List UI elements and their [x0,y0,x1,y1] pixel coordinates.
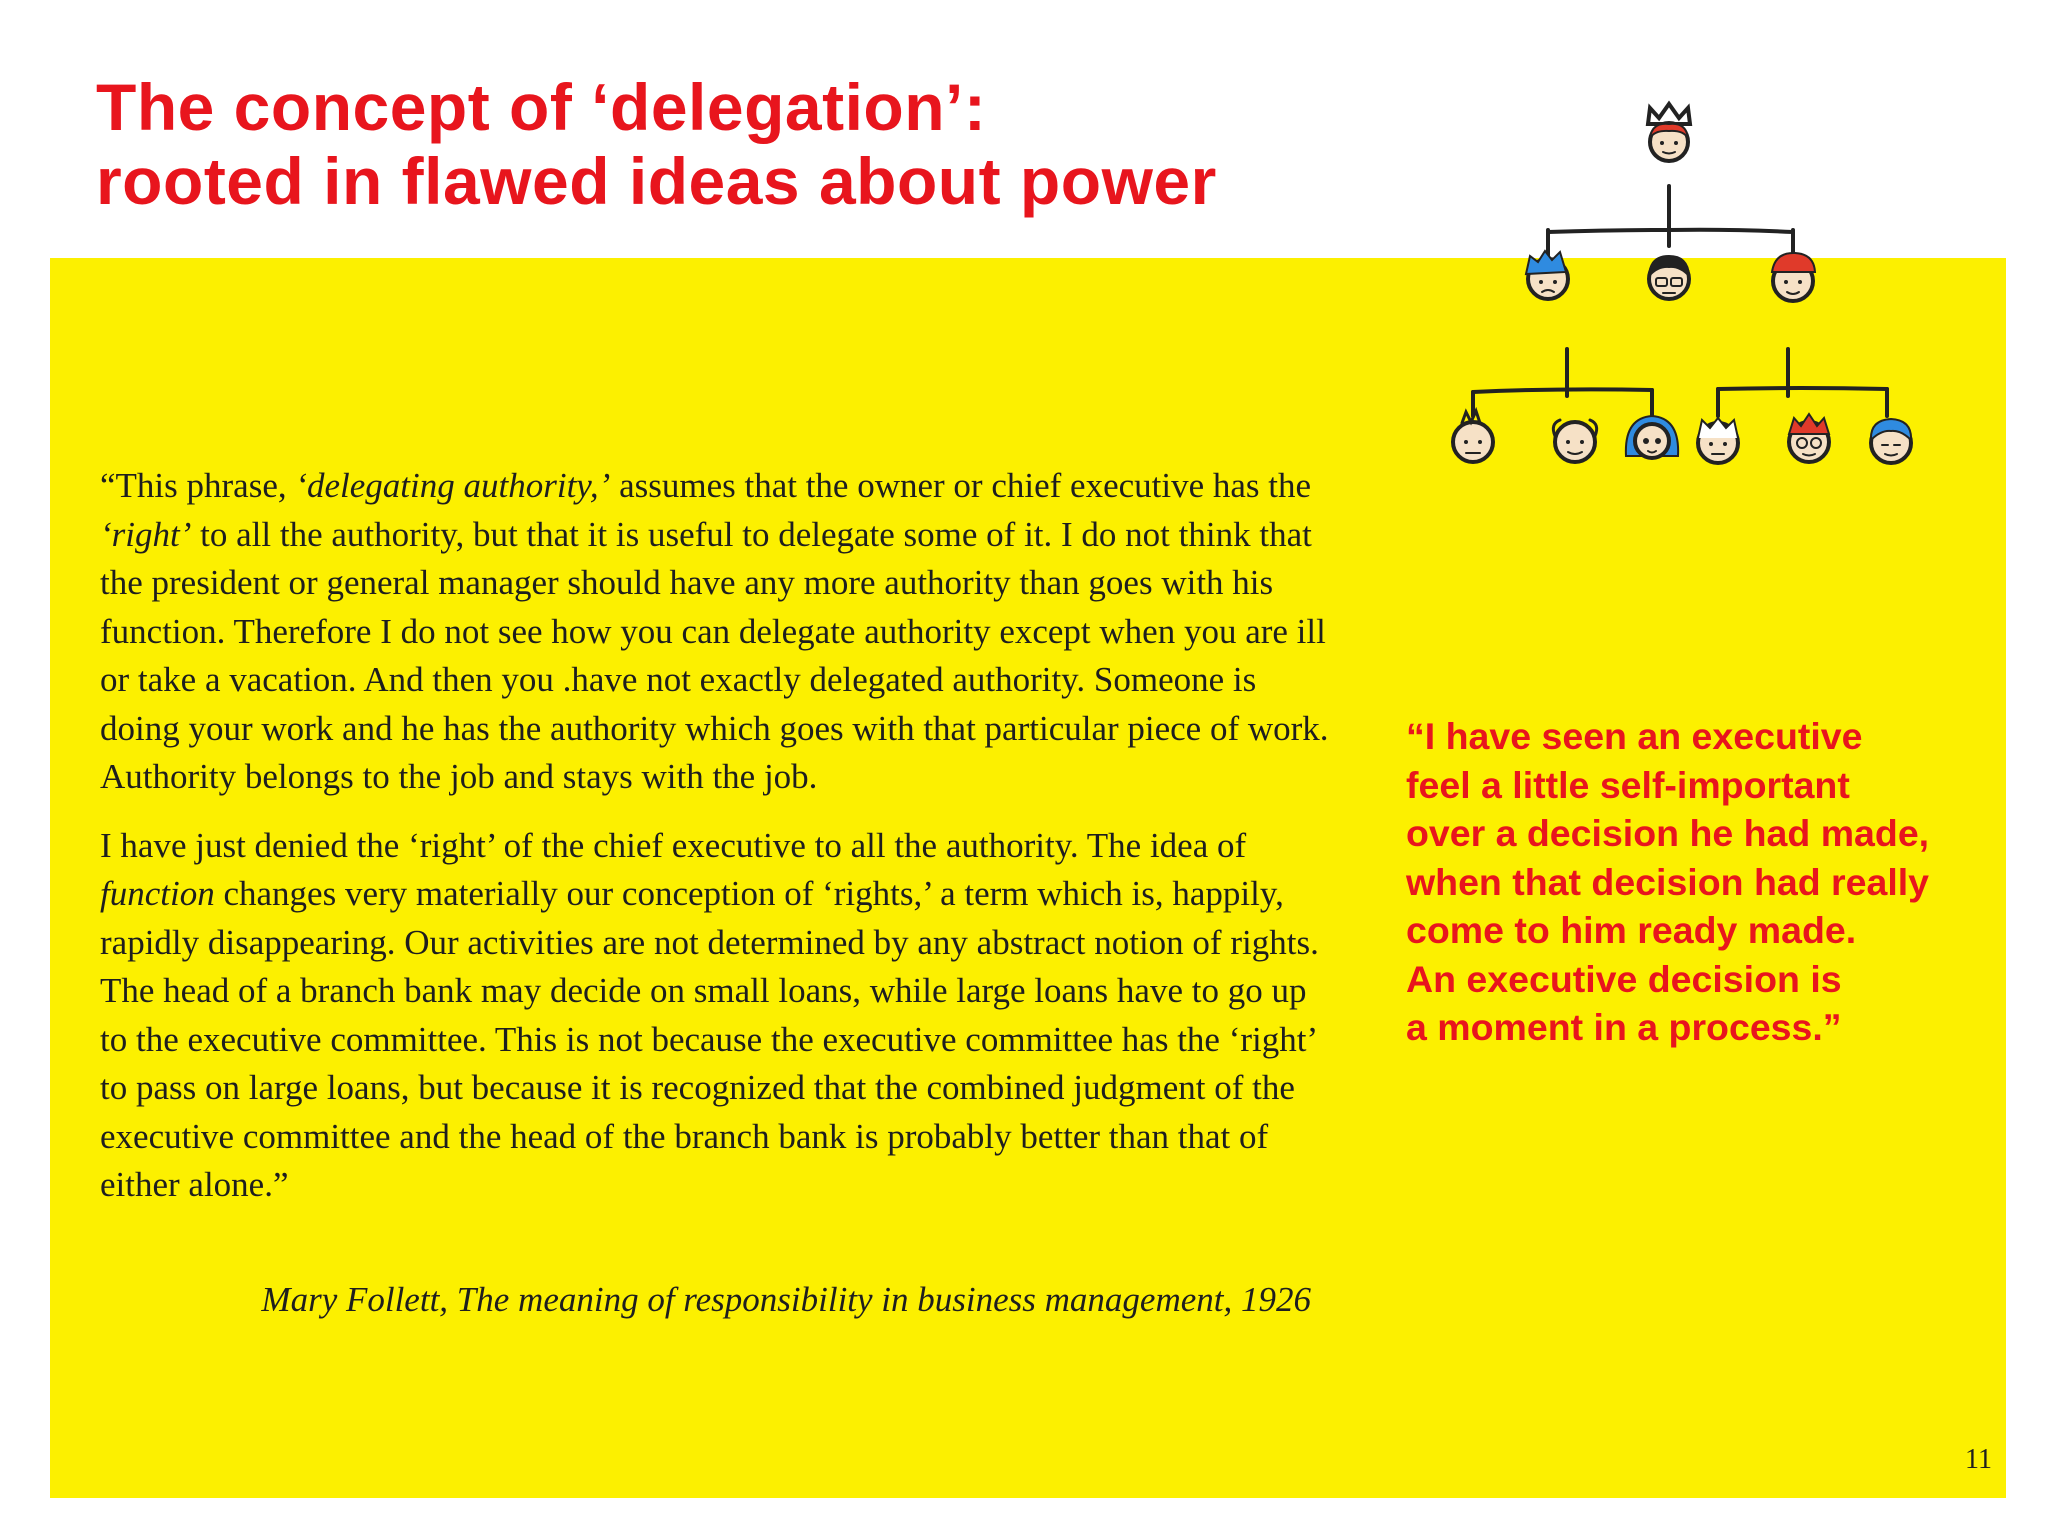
pull-quote-line: feel a little self-important [1406,763,1850,806]
page-number: 11 [1965,1444,1992,1475]
page-title [96,70,1396,218]
face-icon [1649,256,1689,299]
face-icon [1871,419,1911,463]
follett-quote [100,462,1340,1210]
face-icon [1626,416,1678,458]
org-chart-connectors [1473,186,1887,416]
quote-attribution: Mary Follett, The meaning of responsibility in business management, 1926 [261,1280,1311,1319]
quote-text: I have just denied the ‘right’ of the chief executive to all the authority. The idea of [100,825,1247,865]
quote-emphasis: ‘delegating authority,’ [295,466,611,505]
page-title-line-1: The concept of ‘delegation’: [96,70,987,144]
quote-paragraph-2 [100,822,1340,1210]
pull-quote-line: over a decision he had made, [1406,812,1930,854]
pull-quote-line: when that decision had really [1406,860,1930,903]
page-title-line-2: rooted in flawed ideas about power [96,144,1217,218]
face-icon [1453,411,1493,462]
pull-quote-line: come to him ready made. [1406,909,1857,951]
pull-quote-line: a moment in a process.” [1406,1006,1842,1048]
face-icon [1772,253,1815,301]
quote-text: “This phrase, [100,466,296,505]
quote-paragraph-1 [100,462,1340,802]
face-icon [1789,414,1829,462]
pull-quote-line: “I have seen an executive [1406,715,1863,757]
pull-quote [1406,712,2006,1052]
quote-emphasis: ‘right’ [100,514,192,554]
quote-text: assumes that the owner or chief executive has the [610,466,1312,505]
quote-text: changes very materially our conception of ‘rights,’ a term which is, happily, rapidly disappearing. Our activities are not determined by any abstract notion of rights. The head of a branch bank may decide on small loans, while large loans have to go up to the executive committee. This is not because the executive committee has the ‘right’ to pass on large loans, but because it is recognized that the combined judgment of the executive committee and the head of the branch bank is probably better than that of either alone.” [100,874,1319,1204]
face-icon [1553,420,1596,462]
quote-text: to all the authority, but that it is useful to delegate some of it. I do not think that the president or general manager should have any more authority than goes with his function. Therefore I do not see how you can delegate authority except when you are ill or take a vacation. And then you .have not exactly delegated authority. Someone is doing your work and he has the authority which goes with that particular piece of work. Authority belongs to the job and stays with the job. [100,514,1329,796]
quote-emphasis: function [100,874,215,913]
org-chart-illustration [1400,96,1980,496]
face-icon [1650,123,1688,161]
face-icon [1698,418,1738,463]
pull-quote-line: An executive decision is [1406,957,1842,1000]
face-icon [1526,251,1568,299]
